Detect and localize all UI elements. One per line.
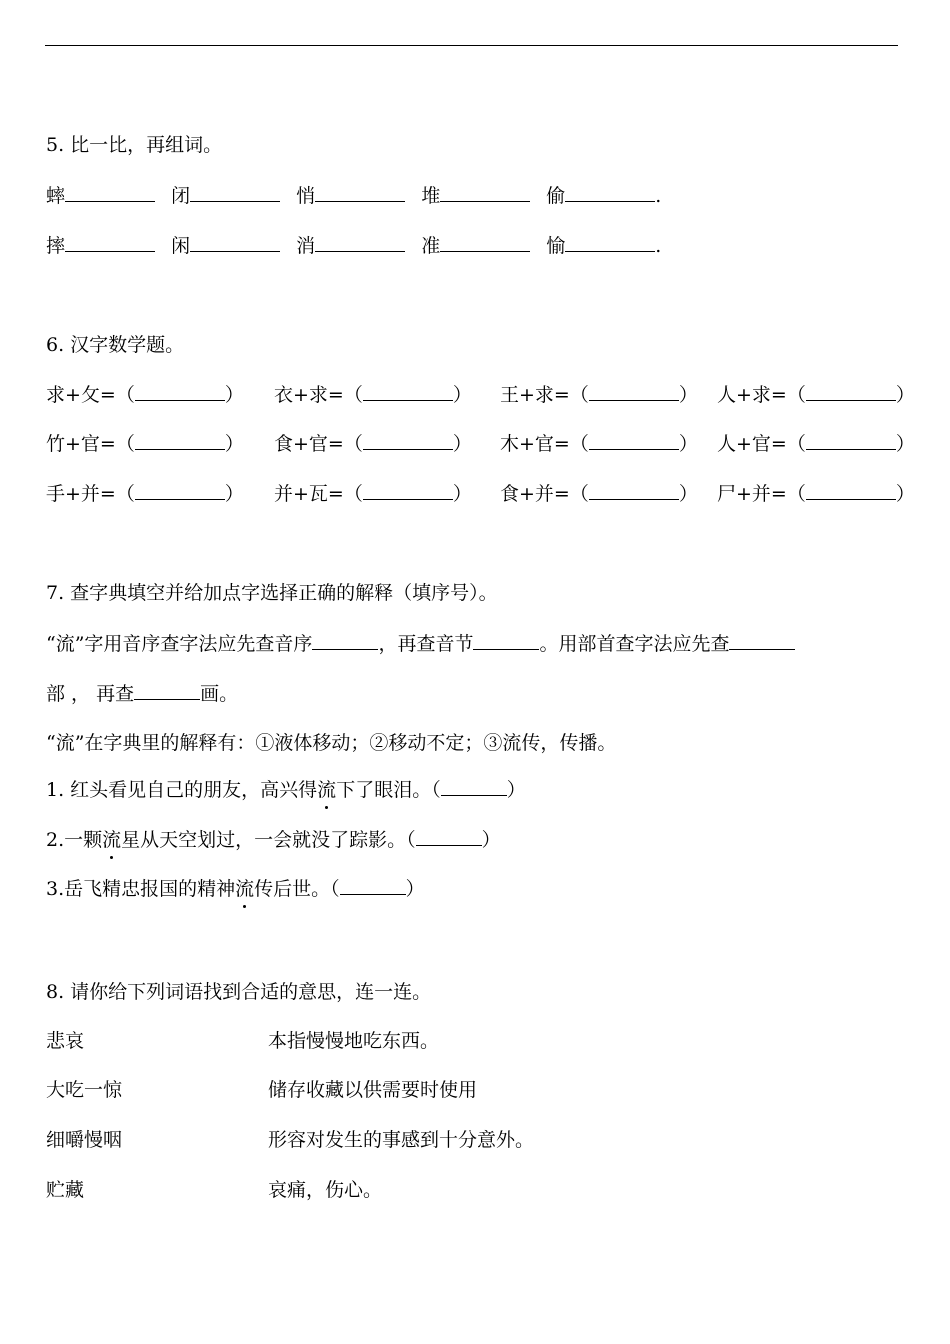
dotted-char: 流 — [102, 828, 121, 852]
q8-word[interactable]: 细嚼慢咽 — [46, 1129, 123, 1151]
answer-blank[interactable] — [135, 481, 225, 500]
q5-char: 悄 — [296, 185, 316, 207]
q8-meaning[interactable]: 形容对发生的事感到十分意外。 — [268, 1129, 535, 1151]
answer-blank[interactable] — [190, 183, 280, 202]
emphasis-dot — [110, 856, 113, 859]
q5-char: 闭 — [171, 185, 191, 207]
answer-blank[interactable] — [135, 382, 225, 401]
q7-close-paren: ） — [481, 829, 501, 851]
answer-blank[interactable] — [589, 481, 679, 500]
q5-title: 5. 比一比，再组词。 — [46, 134, 223, 156]
q5-char: 闲 — [171, 235, 191, 257]
answer-blank[interactable] — [134, 681, 200, 700]
answer-blank[interactable] — [65, 233, 155, 252]
q5-char: 偷 — [546, 185, 566, 207]
q6-item — [717, 382, 915, 407]
q6-item — [717, 431, 915, 456]
q6-close-paren: ） — [895, 483, 915, 505]
answer-blank[interactable] — [190, 233, 280, 252]
emphasis-dot — [243, 905, 246, 908]
q6-expression: 并+瓦 — [274, 483, 328, 505]
q6-equals: =（ — [327, 483, 363, 505]
q6-expression: 王+求 — [500, 384, 554, 406]
q5-char: 准 — [421, 235, 441, 257]
q7-sentence-1 — [46, 777, 526, 802]
q6-equals: =（ — [770, 483, 806, 505]
q6-item — [46, 481, 244, 506]
q6-expression: 竹+官 — [46, 433, 100, 455]
answer-blank[interactable] — [315, 183, 405, 202]
q6-equals: =（ — [553, 433, 589, 455]
period: . — [655, 235, 662, 257]
q5-char: 消 — [296, 235, 316, 257]
q7-close-paren: ） — [506, 779, 526, 801]
answer-blank[interactable] — [65, 183, 155, 202]
q5-char: 摔 — [46, 235, 66, 257]
q6-item — [274, 382, 472, 407]
q8-meaning[interactable]: 哀痛，伤心。 — [268, 1179, 383, 1201]
q5-row2 — [46, 233, 661, 258]
dotted-char: 流 — [317, 778, 336, 802]
q7-text: 画。 — [200, 683, 239, 705]
q6-close-paren: ） — [678, 483, 698, 505]
header-rule — [45, 45, 898, 46]
q6-item — [46, 431, 244, 456]
q7-text: 下了眼泪。（ — [336, 779, 441, 801]
q7-title: 7. 查字典填空并给加点字选择正确的解释（填序号）。 — [46, 582, 498, 604]
q7-sentence-3 — [46, 876, 425, 901]
answer-blank[interactable] — [441, 777, 507, 796]
answer-blank[interactable] — [806, 431, 896, 450]
q6-expression: 手+并 — [46, 483, 100, 505]
q7-definitions: “流”在字典里的解释有：①液体移动；②移动不定；③流传，传播。 — [46, 732, 617, 754]
q7-line1 — [46, 631, 795, 656]
q6-expression: 人+求 — [717, 384, 771, 406]
q7-text: 星从天空划过，一会就没了踪影。（ — [121, 829, 416, 851]
q6-title: 6. 汉字数学题。 — [46, 334, 185, 356]
answer-blank[interactable] — [565, 183, 655, 202]
q5-row1 — [46, 183, 661, 208]
answer-blank[interactable] — [806, 382, 896, 401]
q6-item — [500, 382, 698, 407]
q6-expression: 求+攵 — [46, 384, 100, 406]
q6-close-paren: ） — [895, 433, 915, 455]
answer-blank[interactable] — [312, 631, 378, 650]
q7-text: 传后世。（ — [254, 878, 340, 900]
q6-equals: =（ — [553, 384, 589, 406]
q6-close-paren: ） — [224, 384, 244, 406]
answer-blank[interactable] — [440, 183, 530, 202]
q6-equals: =（ — [327, 433, 363, 455]
q8-meaning[interactable]: 本指慢慢地吃东西。 — [268, 1030, 440, 1052]
answer-blank[interactable] — [589, 382, 679, 401]
q6-item — [274, 431, 472, 456]
q8-title: 8. 请你给下列词语找到合适的意思，连一连。 — [46, 981, 432, 1003]
q7-text: 部 ， 再查 — [46, 683, 135, 705]
answer-blank[interactable] — [340, 876, 406, 895]
q6-expression: 食+并 — [500, 483, 554, 505]
answer-blank[interactable] — [729, 631, 795, 650]
answer-blank[interactable] — [363, 481, 453, 500]
q8-meaning[interactable]: 储存收藏以供需要时使用 — [268, 1079, 478, 1101]
answer-blank[interactable] — [565, 233, 655, 252]
q5-char: 堆 — [421, 185, 441, 207]
answer-blank[interactable] — [806, 481, 896, 500]
q6-item — [717, 481, 915, 506]
q6-expression: 食+官 — [274, 433, 328, 455]
q8-word[interactable]: 悲哀 — [46, 1030, 85, 1052]
q6-equals: =（ — [99, 433, 135, 455]
q6-expression: 衣+求 — [274, 384, 328, 406]
q6-equals: =（ — [327, 384, 363, 406]
q6-close-paren: ） — [224, 483, 244, 505]
emphasis-dot — [325, 806, 328, 809]
q6-close-paren: ） — [452, 483, 472, 505]
answer-blank[interactable] — [589, 431, 679, 450]
answer-blank[interactable] — [135, 431, 225, 450]
q6-item — [500, 431, 698, 456]
period: . — [655, 185, 662, 207]
q8-word[interactable]: 贮藏 — [46, 1179, 85, 1201]
q7-text: 3.岳飞精忠报国的精神 — [46, 878, 236, 900]
q7-close-paren: ） — [405, 878, 425, 900]
q6-close-paren: ） — [224, 433, 244, 455]
q7-text: “流”字用音序查字法应先查音序 — [46, 633, 313, 655]
q5-char: 愉 — [546, 235, 566, 257]
dotted-char: 流 — [235, 877, 254, 901]
q6-expression: 人+官 — [717, 433, 771, 455]
q8-word[interactable]: 大吃一惊 — [46, 1079, 123, 1101]
q7-line2 — [46, 681, 238, 706]
q5-char: 蟀 — [46, 185, 66, 207]
q7-sentence-2 — [46, 827, 501, 852]
q6-equals: =（ — [770, 384, 806, 406]
q6-close-paren: ） — [895, 384, 915, 406]
q7-text: 2.一颗 — [46, 829, 103, 851]
q6-equals: =（ — [99, 384, 135, 406]
answer-blank[interactable] — [473, 631, 539, 650]
answer-blank[interactable] — [363, 431, 453, 450]
q6-close-paren: ） — [678, 433, 698, 455]
q7-text: 1. 红头看见自己的朋友，高兴得 — [46, 779, 318, 801]
q6-item — [274, 481, 472, 506]
q6-close-paren: ） — [678, 384, 698, 406]
q6-item — [500, 481, 698, 506]
q6-expression: 木+官 — [500, 433, 554, 455]
answer-blank[interactable] — [440, 233, 530, 252]
q7-text: ，再查音节 — [378, 633, 474, 655]
q6-close-paren: ） — [452, 433, 472, 455]
q6-equals: =（ — [553, 483, 589, 505]
q6-equals: =（ — [770, 433, 806, 455]
answer-blank[interactable] — [416, 827, 482, 846]
q7-text: 。用部首查字法应先查 — [539, 633, 730, 655]
q6-close-paren: ） — [452, 384, 472, 406]
q6-equals: =（ — [99, 483, 135, 505]
answer-blank[interactable] — [363, 382, 453, 401]
q6-expression: 尸+并 — [717, 483, 771, 505]
q6-item — [46, 382, 244, 407]
answer-blank[interactable] — [315, 233, 405, 252]
